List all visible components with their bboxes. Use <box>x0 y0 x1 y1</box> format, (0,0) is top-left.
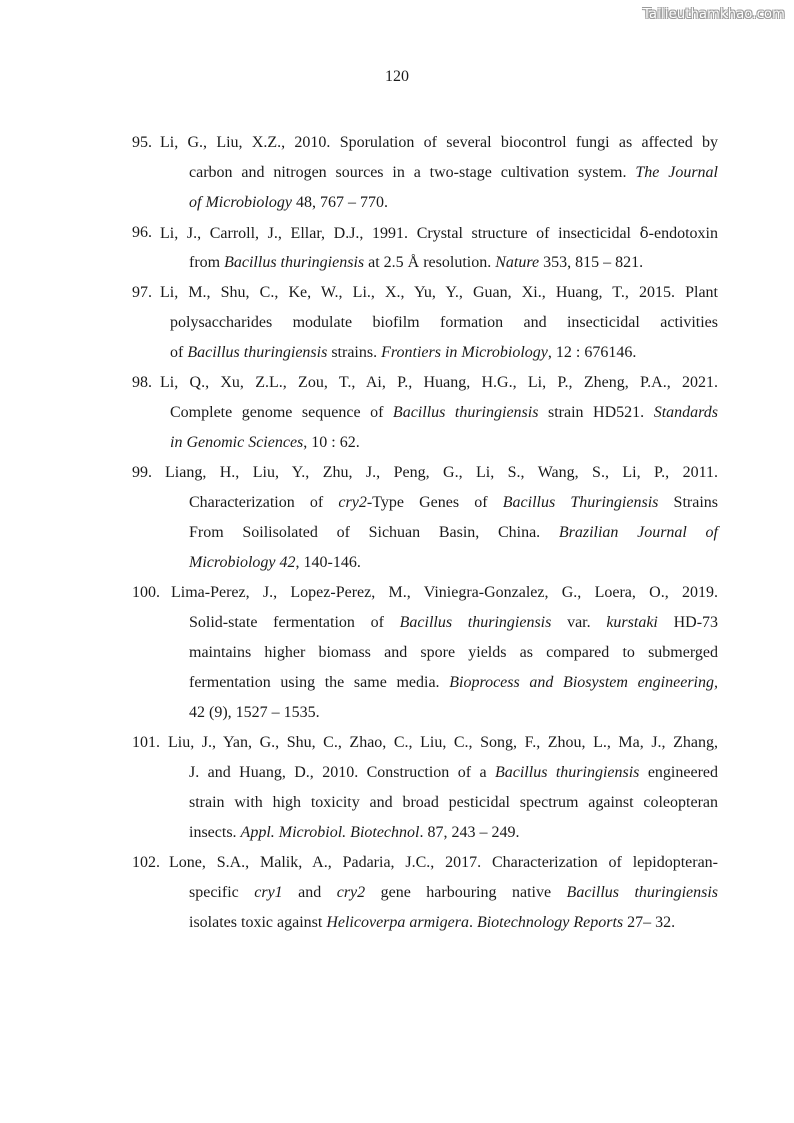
reference-number: 102. <box>132 854 160 871</box>
reference-text: HD-73 <box>657 614 719 631</box>
reference-text: Lone, S.A., Malik, A., Padaria, J.C., 2017. Characterization of lepidopteran- <box>169 854 718 871</box>
reference-text: , 12 : 676146. <box>547 344 637 361</box>
reference-text: carbon and nitrogen sources in a two-stage cultivation system. <box>189 164 636 181</box>
reference-item <box>0 218 794 278</box>
reference-line <box>189 788 718 818</box>
italic-text: Standards <box>653 404 718 421</box>
reference-line <box>189 818 718 848</box>
reference-text: , 140-146. <box>295 554 361 571</box>
reference-line <box>189 638 718 668</box>
reference-text: δ <box>639 224 649 242</box>
page-number: 120 <box>385 68 409 85</box>
reference-line <box>170 338 718 368</box>
reference-text: 27– 32. <box>623 914 676 931</box>
reference-text: Complete genome sequence of <box>170 404 393 421</box>
reference-text: Liu, J., Yan, G., Shu, C., Zhao, C., Liu, C., Song, F., Zhou, L., Ma, J., Zhang, <box>168 734 718 751</box>
reference-line <box>170 398 718 428</box>
reference-line <box>160 278 718 308</box>
reference-text: Solid-state fermentation of <box>189 614 400 631</box>
reference-text: isolates toxic against <box>189 914 327 931</box>
reference-line <box>170 308 718 338</box>
italic-text: Nature <box>495 254 540 271</box>
italic-text: kurstaki <box>606 614 658 631</box>
reference-item <box>0 128 794 218</box>
reference-text: polysaccharides modulate biofilm formation and insecticidal activities <box>170 314 718 331</box>
italic-text: in Genomic Sciences <box>170 434 304 451</box>
reference-item <box>0 368 794 458</box>
reference-number: 101. <box>132 734 160 751</box>
reference-line <box>189 188 718 218</box>
italic-text: cry2 <box>338 494 367 511</box>
reference-text: fermentation using the same media. <box>189 674 450 691</box>
italic-text: of Microbiology <box>189 194 292 211</box>
reference-text: J. and Huang, D., 2010. Construction of a <box>189 764 495 781</box>
reference-text: engineered <box>639 764 719 781</box>
reference-number: 95. <box>132 134 152 151</box>
reference-line <box>168 728 718 758</box>
reference-line <box>189 548 718 578</box>
watermark: Tailieuthamkhao.com <box>643 7 785 22</box>
italic-text: Brazilian Journal of <box>558 524 719 541</box>
reference-line <box>170 428 718 458</box>
italic-text: Bacillus Thuringiensis <box>502 494 659 511</box>
reference-item <box>0 728 794 848</box>
reference-text: Li, J., Carroll, J., Ellar, D.J., 1991. Crystal structure of insecticidal <box>160 225 640 242</box>
reference-line <box>189 908 718 938</box>
italic-text: Bacillus thuringiensis <box>187 344 328 361</box>
reference-text: gene harbouring native <box>365 884 567 901</box>
reference-text: 353, 815 – 821. <box>539 254 644 271</box>
reference-text: strains. <box>327 344 382 361</box>
reference-number: 100. <box>132 584 160 601</box>
italic-text: Frontiers in Microbiology <box>381 344 548 361</box>
reference-text: Li, Q., Xu, Z.L., Zou, T., Ai, P., Huang, H.G., Li, P., Zheng, P.A., 2021. <box>160 374 718 391</box>
reference-text: strain with high toxicity and broad pesticidal spectrum against coleopteran <box>189 794 718 811</box>
italic-text: Bacillus thuringiensis <box>399 614 552 631</box>
reference-line <box>189 518 718 548</box>
reference-line <box>160 128 718 158</box>
reference-number: 99. <box>132 464 152 481</box>
reference-number: 96. <box>132 224 152 241</box>
italic-text: Bacillus thuringiensis <box>392 404 539 421</box>
italic-text: Bioprocess and Biosystem engineering, <box>449 674 718 691</box>
italic-text: Appl. Microbiol. Biotechnol <box>240 824 420 841</box>
reference-text: maintains higher biomass and spore yields as compared to submerged <box>189 644 718 661</box>
reference-text: Liang, H., Liu, Y., Zhu, J., Peng, G., Li, S., Wang, S., Li, P., 2011. <box>165 464 718 481</box>
reference-text: . 87, 243 – 249. <box>419 824 520 841</box>
reference-text: Characterization of <box>189 494 339 511</box>
reference-item <box>0 278 794 368</box>
italic-text: Bacillus thuringiensis <box>494 764 640 781</box>
reference-line <box>189 698 718 728</box>
reference-line <box>160 218 718 249</box>
italic-text: cry1 <box>254 884 283 901</box>
reference-text: strain HD521. <box>538 404 654 421</box>
reference-text: Lima-Perez, J., Lopez-Perez, M., Viniegra-Gonzalez, G., Loera, O., 2019. <box>171 584 718 601</box>
italic-text: Bacillus thuringiensis <box>566 884 719 901</box>
reference-text: and <box>282 884 337 901</box>
reference-text: -Type Genes of <box>366 494 503 511</box>
reference-line <box>169 848 718 878</box>
reference-number: 98. <box>132 374 152 391</box>
reference-text: Li, M., Shu, C., Ke, W., Li., X., Yu, Y., Guan, Xi., Huang, T., 2015. Plant <box>160 284 718 301</box>
reference-list <box>0 128 794 938</box>
reference-text: Li, G., Liu, X.Z., 2010. Sporulation of several biocontrol fungi as affected by <box>160 134 718 151</box>
italic-text: Helicoverpa armigera <box>326 914 469 931</box>
italic-text: Bacillus thuringiensis <box>224 254 365 271</box>
reference-line <box>165 458 718 488</box>
reference-text: from <box>189 254 225 271</box>
reference-text: . <box>468 914 477 931</box>
reference-text: of <box>170 344 188 361</box>
reference-line <box>189 668 718 698</box>
reference-text: specific <box>189 884 255 901</box>
reference-number: 97. <box>132 284 152 301</box>
reference-line <box>189 488 718 518</box>
italic-text: The Journal <box>635 164 718 181</box>
reference-line <box>189 758 718 788</box>
reference-line <box>189 878 718 908</box>
reference-text: 48, 767 – 770. <box>291 194 388 211</box>
reference-text: at 2.5 Å resolution. <box>364 254 496 271</box>
reference-line <box>171 578 718 608</box>
reference-item <box>0 458 794 578</box>
reference-item <box>0 578 794 728</box>
reference-line <box>160 368 718 398</box>
reference-line <box>189 248 718 278</box>
italic-text: cry2 <box>336 884 366 901</box>
reference-text: var. <box>551 614 607 631</box>
reference-line <box>189 158 718 188</box>
reference-text: , 10 : 62. <box>303 434 360 451</box>
reference-text: 42 (9), 1527 – 1535. <box>189 704 320 721</box>
italic-text: Biotechnology Reports <box>476 914 624 931</box>
reference-text: From Soilisolated of Sichuan Basin, China. <box>189 524 559 541</box>
reference-line <box>189 608 718 638</box>
reference-item <box>0 848 794 938</box>
reference-text: -endotoxin <box>648 225 718 242</box>
italic-text: Microbiology 42 <box>189 554 296 571</box>
reference-text: insects. <box>189 824 241 841</box>
reference-text: Strains <box>658 494 718 511</box>
